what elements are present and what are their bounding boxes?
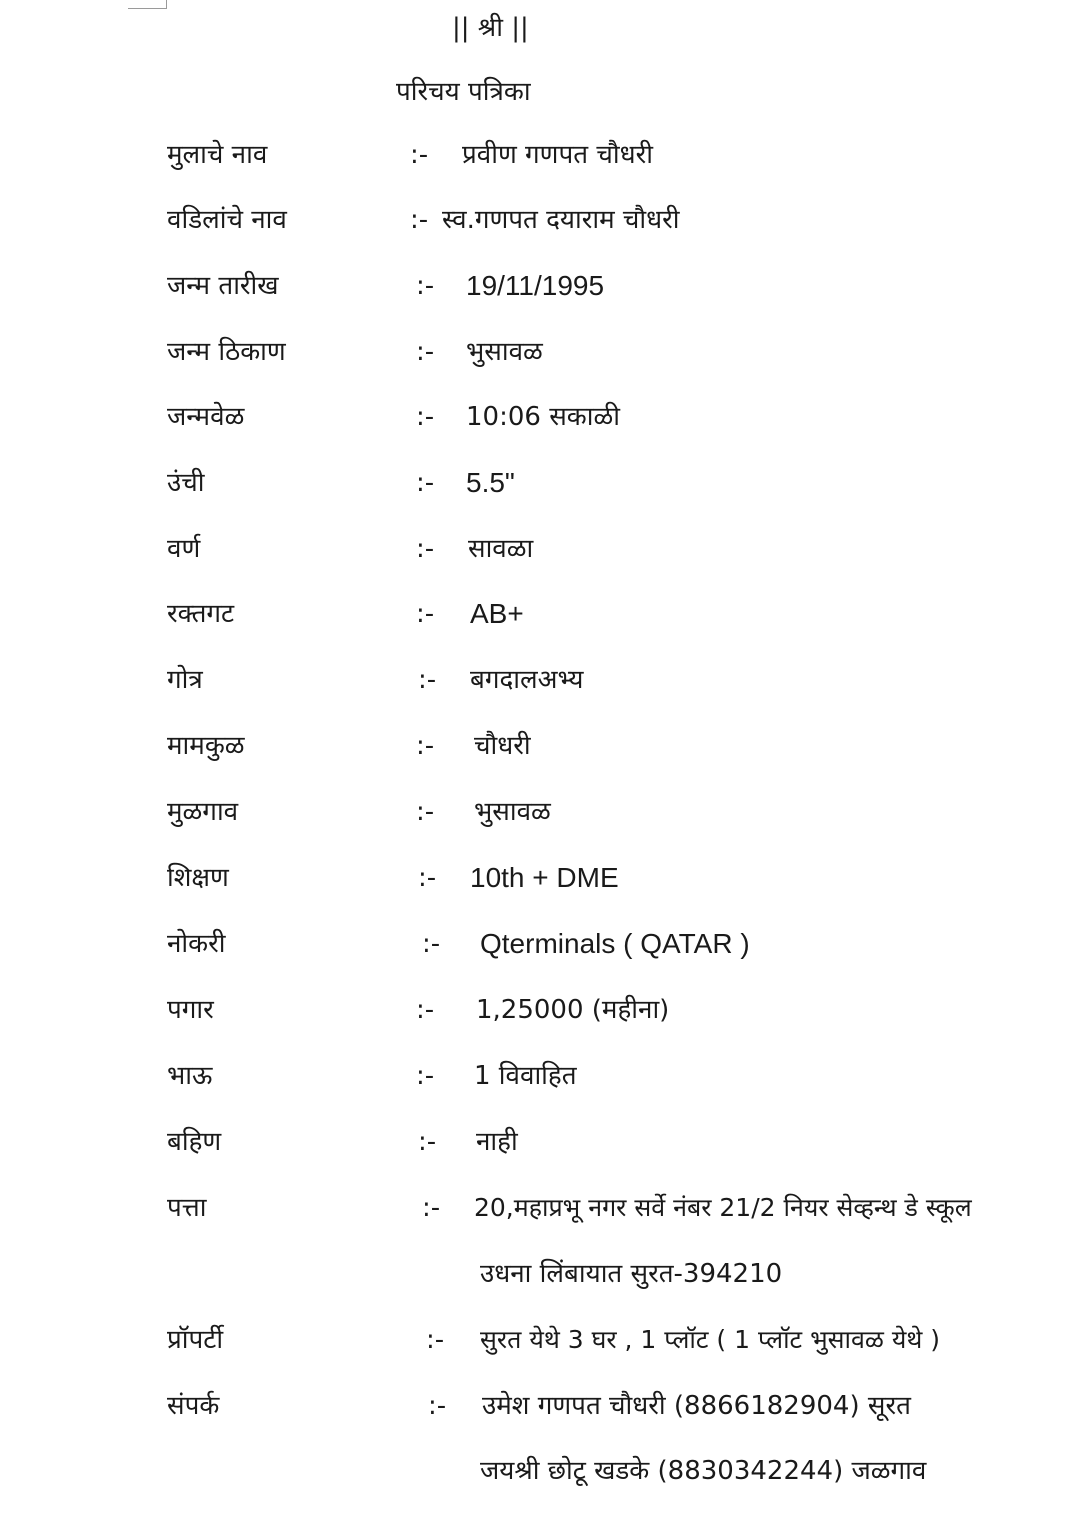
field-separator: :- xyxy=(416,534,435,564)
field-label: वडिलांचे नाव xyxy=(167,205,287,235)
field-row-contact-line2 xyxy=(0,1451,1080,1491)
field-row-contact xyxy=(0,1386,1080,1426)
field-value: बगदालअभ्य xyxy=(470,665,584,695)
field-value: 10:06 सकाळी xyxy=(466,402,620,432)
field-label: जन्मवेळ xyxy=(167,402,245,432)
field-row-complexion xyxy=(0,529,1080,569)
field-separator: :- xyxy=(428,1391,447,1421)
field-separator: :- xyxy=(418,665,437,695)
field-label: जन्म ठिकाण xyxy=(167,337,286,367)
field-row-address-line2 xyxy=(0,1254,1080,1294)
field-row-address xyxy=(0,1188,1080,1228)
field-separator: :- xyxy=(426,1325,445,1355)
field-value: प्रवीण गणपत चौधरी xyxy=(462,140,653,170)
field-row-mamkul xyxy=(0,726,1080,766)
field-label: जन्म तारीख xyxy=(167,271,279,301)
field-value: 1 विवाहित xyxy=(474,1061,577,1091)
field-separator: :- xyxy=(410,205,429,235)
field-value: 20,महाप्रभू नगर सर्वे नंबर 21/2 नियर सेव्हन्थ डे स्कूल xyxy=(474,1193,972,1222)
field-separator: :- xyxy=(410,140,429,170)
field-value: नाही xyxy=(476,1127,518,1157)
field-separator: :- xyxy=(418,863,437,893)
field-label: संपर्क xyxy=(167,1391,220,1421)
field-row-birth-date xyxy=(0,266,1080,306)
field-label: मुलाचे नाव xyxy=(167,140,268,170)
field-value: AB+ xyxy=(470,598,524,629)
field-value: चौधरी xyxy=(474,731,531,761)
field-label: शिक्षण xyxy=(167,863,229,893)
field-separator: :- xyxy=(422,929,441,959)
field-value: उमेश गणपत चौधरी (8866182904) सूरत xyxy=(482,1391,911,1421)
field-row-native-village xyxy=(0,792,1080,832)
field-value-line2: उधना लिंबायात सुरत-394210 xyxy=(480,1259,783,1289)
field-label: गोत्र xyxy=(167,665,203,695)
field-separator: :- xyxy=(416,995,435,1025)
field-row-job xyxy=(0,924,1080,964)
field-value: सुरत येथे 3 घर , 1 प्लॉट ( 1 प्लॉट भुसावळ येथे ) xyxy=(480,1325,941,1354)
field-label: भाऊ xyxy=(167,1061,213,1091)
document-title: परिचय पत्रिका xyxy=(396,77,531,107)
field-row-sister xyxy=(0,1122,1080,1162)
field-row-property xyxy=(0,1320,1080,1360)
field-separator: :- xyxy=(416,468,435,498)
field-separator: :- xyxy=(418,1127,437,1157)
field-label: पत्ता xyxy=(167,1193,207,1223)
shri-heading: || श्री || xyxy=(452,13,529,43)
field-row-blood-group xyxy=(0,594,1080,634)
field-row-birth-time xyxy=(0,397,1080,437)
field-row-father-name xyxy=(0,200,1080,240)
field-separator: :- xyxy=(416,1061,435,1091)
field-separator: :- xyxy=(416,271,435,301)
field-separator: :- xyxy=(416,731,435,761)
field-label: रक्तगट xyxy=(167,599,235,629)
field-row-boy-name xyxy=(0,135,1080,175)
field-value: 1,25000 (महीना) xyxy=(476,995,670,1025)
field-row-gotra xyxy=(0,660,1080,700)
field-value: 5.5" xyxy=(466,467,515,498)
field-value: Qterminals ( QATAR ) xyxy=(480,928,750,959)
field-label: प्रॉपर्टी xyxy=(167,1325,224,1355)
page-corner-mark xyxy=(128,0,167,9)
field-label: नोकरी xyxy=(167,929,226,959)
field-row-height xyxy=(0,463,1080,503)
field-label: पगार xyxy=(167,995,214,1025)
field-value: स्व.गणपत दयाराम चौधरी xyxy=(442,205,680,235)
field-row-brother xyxy=(0,1056,1080,1096)
field-value: 10th + DME xyxy=(470,862,619,893)
field-label: वर्ण xyxy=(167,534,201,564)
field-value-line2: जयश्री छोटू खडके (8830342244) जळगाव xyxy=(480,1456,927,1486)
field-separator: :- xyxy=(416,599,435,629)
field-separator: :- xyxy=(422,1193,441,1223)
field-row-education xyxy=(0,858,1080,898)
field-row-salary xyxy=(0,990,1080,1030)
field-label: मुळगाव xyxy=(167,797,239,827)
field-value: भुसावळ xyxy=(474,797,551,827)
field-separator: :- xyxy=(416,337,435,367)
field-value: भुसावळ xyxy=(466,337,543,367)
field-row-birth-place xyxy=(0,332,1080,372)
field-separator: :- xyxy=(416,402,435,432)
field-value: 19/11/1995 xyxy=(466,270,605,301)
field-label: बहिण xyxy=(167,1127,222,1157)
field-label: उंची xyxy=(167,468,205,498)
field-value: सावळा xyxy=(468,534,534,564)
field-label: मामकुळ xyxy=(167,731,245,761)
field-separator: :- xyxy=(416,797,435,827)
